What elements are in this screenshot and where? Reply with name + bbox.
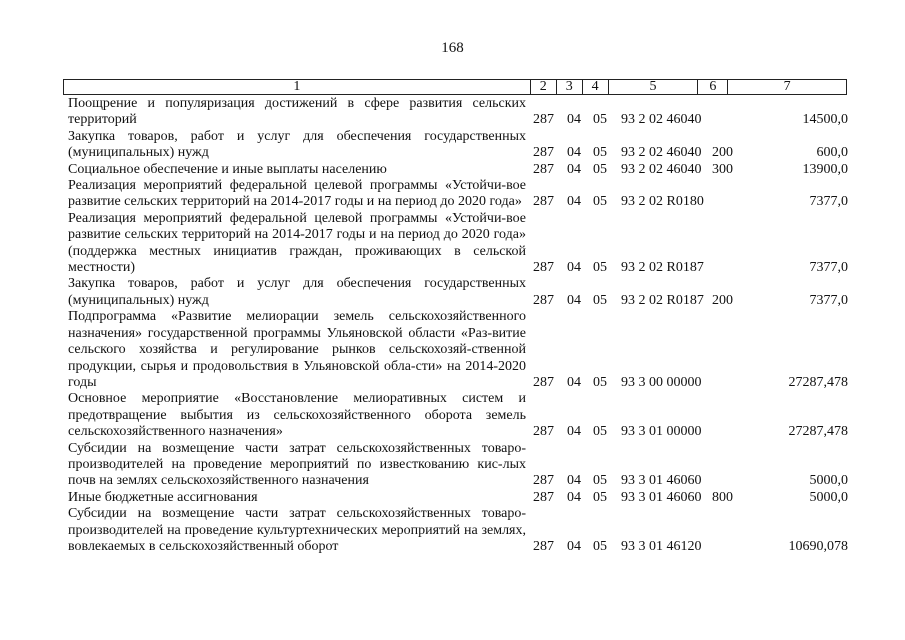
expense-type-code: 800 — [712, 489, 733, 505]
subsection-code: 05 — [593, 424, 607, 440]
target-article-code: 93 3 01 46060 — [621, 473, 702, 489]
row-description: Основное мероприятие «Восстановление мелиоративных систем и предотвращение выбытия из сельскохозяйственного оборота земель сельскохозяйственного назначения» — [68, 391, 526, 440]
row-codes — [533, 260, 848, 276]
subsection-code: 05 — [593, 489, 607, 505]
subsection-code: 05 — [593, 374, 607, 390]
ministry-code: 287 — [533, 489, 554, 505]
table-row — [68, 391, 848, 440]
subsection-code: 05 — [593, 260, 607, 276]
amount: 10690,078 — [788, 538, 848, 554]
amount: 7377,0 — [809, 292, 848, 308]
amount: 27287,478 — [788, 424, 848, 440]
section-code: 04 — [567, 161, 581, 177]
target-article-code: 93 2 02 46040 — [621, 161, 702, 177]
ministry-code: 287 — [533, 424, 554, 440]
row-description: Субсидии на возмещение части затрат сельскохозяйственных товаро-производителей на проведение культуртехнических мероприятий на землях, вовлекаемых в сельскохозяйственный оборот — [68, 506, 526, 554]
row-description: Поощрение и популяризация достижений в сфере развития сельских территорий — [68, 96, 526, 128]
amount: 13900,0 — [802, 161, 848, 177]
row-codes — [533, 424, 848, 440]
table-row — [68, 441, 848, 490]
header-col-4: 4 — [583, 80, 609, 94]
ministry-code: 287 — [533, 473, 554, 489]
target-article-code: 93 2 02 R0187 — [621, 260, 704, 276]
subsection-code: 05 — [593, 538, 607, 554]
subsection-code: 05 — [593, 161, 607, 177]
target-article-code: 93 3 01 46060 — [621, 489, 702, 505]
row-description: Закупка товаров, работ и услуг для обеспечения государственных (муниципальных) нужд — [68, 276, 526, 308]
ministry-code: 287 — [533, 374, 554, 390]
table-row — [68, 178, 848, 211]
table-row — [68, 162, 848, 178]
amount: 5000,0 — [809, 489, 848, 505]
target-article-code: 93 2 02 46040 — [621, 145, 702, 161]
target-article-code: 93 3 01 00000 — [621, 424, 702, 440]
expense-type-code: 300 — [712, 161, 733, 177]
section-code: 04 — [567, 424, 581, 440]
section-code: 04 — [567, 112, 581, 128]
amount: 7377,0 — [809, 194, 848, 210]
row-description: Реализация мероприятий федеральной целевой программы «Устойчи-вое развитие сельских территорий на 2014-2017 годы и на период до 2020 года» — [68, 178, 526, 210]
table-row — [68, 309, 848, 391]
ministry-code: 287 — [533, 194, 554, 210]
table-header — [63, 79, 847, 95]
header-col-6: 6 — [698, 80, 728, 94]
row-description: Реализация мероприятий федеральной целевой программы «Устойчи-вое развитие сельских территорий на 2014-2017 годы и на период до 2020 года» (поддержка местных инициатив граждан, проживающих в сельской местности) — [68, 210, 526, 276]
section-code: 04 — [567, 473, 581, 489]
target-article-code: 93 3 00 00000 — [621, 374, 702, 390]
row-codes — [533, 145, 848, 161]
row-codes — [533, 539, 848, 555]
section-code: 04 — [567, 489, 581, 505]
ministry-code: 287 — [533, 161, 554, 177]
row-codes — [533, 162, 848, 178]
row-codes — [533, 473, 848, 489]
section-code: 04 — [567, 538, 581, 554]
ministry-code: 287 — [533, 145, 554, 161]
row-codes — [533, 490, 848, 506]
target-article-code: 93 3 01 46120 — [621, 538, 702, 554]
header-col-5: 5 — [609, 80, 699, 94]
row-codes — [533, 112, 848, 128]
subsection-code: 05 — [593, 473, 607, 489]
row-codes — [533, 375, 848, 391]
header-col-3: 3 — [557, 80, 583, 94]
table-row — [68, 506, 848, 555]
row-description: Социальное обеспечение и иные выплаты населению — [68, 161, 387, 177]
ministry-code: 287 — [533, 538, 554, 554]
section-code: 04 — [567, 292, 581, 308]
amount: 7377,0 — [809, 260, 848, 276]
expense-type-code: 200 — [712, 145, 733, 161]
target-article-code: 93 2 02 46040 — [621, 112, 702, 128]
target-article-code: 93 2 02 R0180 — [621, 194, 704, 210]
table-row — [68, 490, 848, 506]
subsection-code: 05 — [593, 112, 607, 128]
amount: 27287,478 — [788, 374, 848, 390]
subsection-code: 05 — [593, 145, 607, 161]
row-description: Закупка товаров, работ и услуг для обеспечения государственных (муниципальных) нужд — [68, 128, 526, 161]
row-description: Субсидии на возмещение части затрат сельскохозяйственных товаро-производителей на проведение мероприятий по известкованию кис-лых почв на землях сельскохозяйственного назначения — [68, 440, 526, 489]
amount: 14500,0 — [802, 112, 848, 128]
section-code: 04 — [567, 194, 581, 210]
row-description: Подпрограмма «Развитие мелиорации земель сельскохозяйственного назначения» государственной программы Ульяновской области «Раз-витие сельского хозяйства и регулирование рынков сельскохозяй-ственной продукции, сырья и продовольствия в Ульяновской обла-сти» на 2014-2020 годы — [68, 309, 526, 390]
row-codes — [533, 293, 848, 309]
header-col-1: 1 — [64, 80, 531, 94]
amount: 5000,0 — [809, 473, 848, 489]
section-code: 04 — [567, 374, 581, 390]
row-description: Иные бюджетные ассигнования — [68, 489, 258, 505]
header-col-2: 2 — [531, 80, 557, 94]
table-row — [68, 96, 848, 129]
section-code: 04 — [567, 145, 581, 161]
subsection-code: 05 — [593, 194, 607, 210]
header-col-7: 7 — [783, 79, 791, 94]
row-codes — [533, 194, 848, 210]
ministry-code: 287 — [533, 112, 554, 128]
ministry-code: 287 — [533, 260, 554, 276]
expense-type-code: 200 — [712, 292, 733, 308]
ministry-code: 287 — [533, 292, 554, 308]
page-number: 168 — [441, 40, 464, 56]
subsection-code: 05 — [593, 292, 607, 308]
table-row — [68, 276, 848, 309]
table-body — [68, 96, 848, 555]
table-row — [68, 211, 848, 277]
amount: 600,0 — [816, 145, 848, 161]
section-code: 04 — [567, 260, 581, 276]
target-article-code: 93 2 02 R0187 — [621, 292, 704, 308]
table-row — [68, 129, 848, 162]
